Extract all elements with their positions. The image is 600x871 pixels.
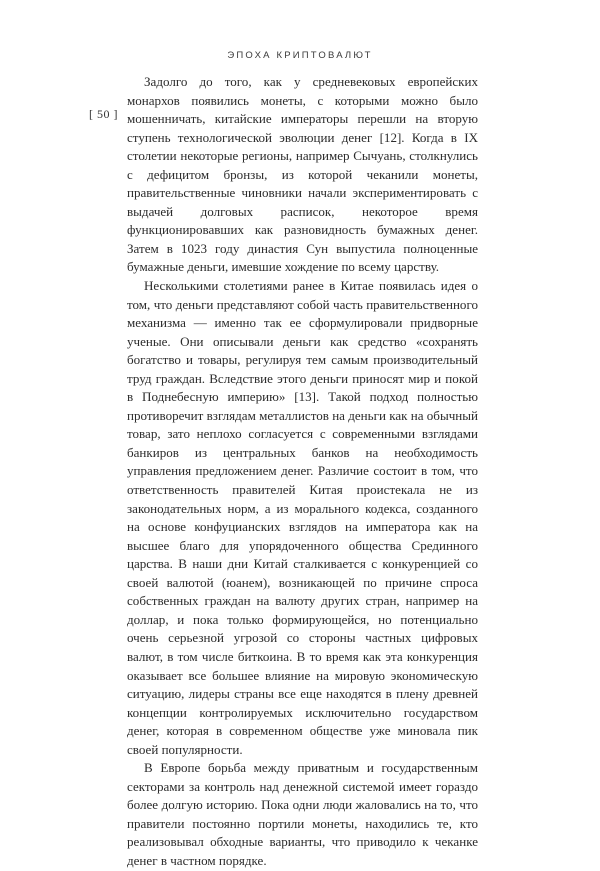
paragraph-3: В Европе борьба между приватным и государственным секторами за контроль над денежной системой имеет гораздо более долгую историю. Пока одни люди жаловались на то, что правители постоянно портили монеты, находились те, кто реализовывал обходные варианты, что приводило к чеканке денег в частном порядке. (127, 760, 478, 868)
page-number: [ 50 ] (89, 107, 118, 121)
running-header: ЭПОХА КРИПТОВАЛЮТ (227, 50, 373, 61)
body-text (127, 73, 478, 871)
paragraph-2: Несколькими столетиями ранее в Китае появилась идея о том, что деньги представляют собой часть правительственного механизма — именно так ее сформулировали придворные ученые. Они описывали деньги как средство «сохранять богатство и товары, регулируя тем самым производительный труд граждан. Вследствие этого деньги приносят мир и покой в Поднебесную империю» [13]. Такой подход полностью противоречит взглядам металлистов на деньги как на обычный товар, зато неплохо согласуется с современными взглядами банкиров из центральных банков на необходимость управления предложением денег. Различие состоит в том, что ответственность правителей Китая проистекала не из законодательных норм, а из морального кодекса, созданного на основе конфуцианских взглядов на императора как на высшее благо для упорядоченного общества Срединного царства. В наши дни Китай сталкивается с конкуренцией со своей валютой (юанем), возникающей по причине спроса собственных граждан на валюту других стран, например на доллар, и пока только формирующейся, но потенциально очень серьезной угрозой со стороны частных цифровых валют, в том числе биткоина. В то время как эта конкуренция оказывает все большее влияние на мировую экономическую ситуацию, лидеры страны все еще находятся в плену древней концепции контролируемых исключительно государством денег, которая в современном обществе уже миновала пик своей популярности. (127, 278, 478, 757)
paragraph-1: Задолго до того, как у средневековых европейских монархов появились монеты, с которыми можно было мошенничать, китайские императоры перешли на вторую ступень технологической эволюции денег [12]. Когда в IX столетии некоторые регионы, например Сычуань, столкнулись с дефицитом бронзы, из которой чеканили монеты, правительственные чиновники начали экспериментировать с выдачей долговых расписок, некоторое время функционировавших как разновидность бумажных денег. Затем в 1023 году династия Сун выпустила полноценные бумажные деньги, имевшие хождение по всему царству. (127, 74, 478, 275)
